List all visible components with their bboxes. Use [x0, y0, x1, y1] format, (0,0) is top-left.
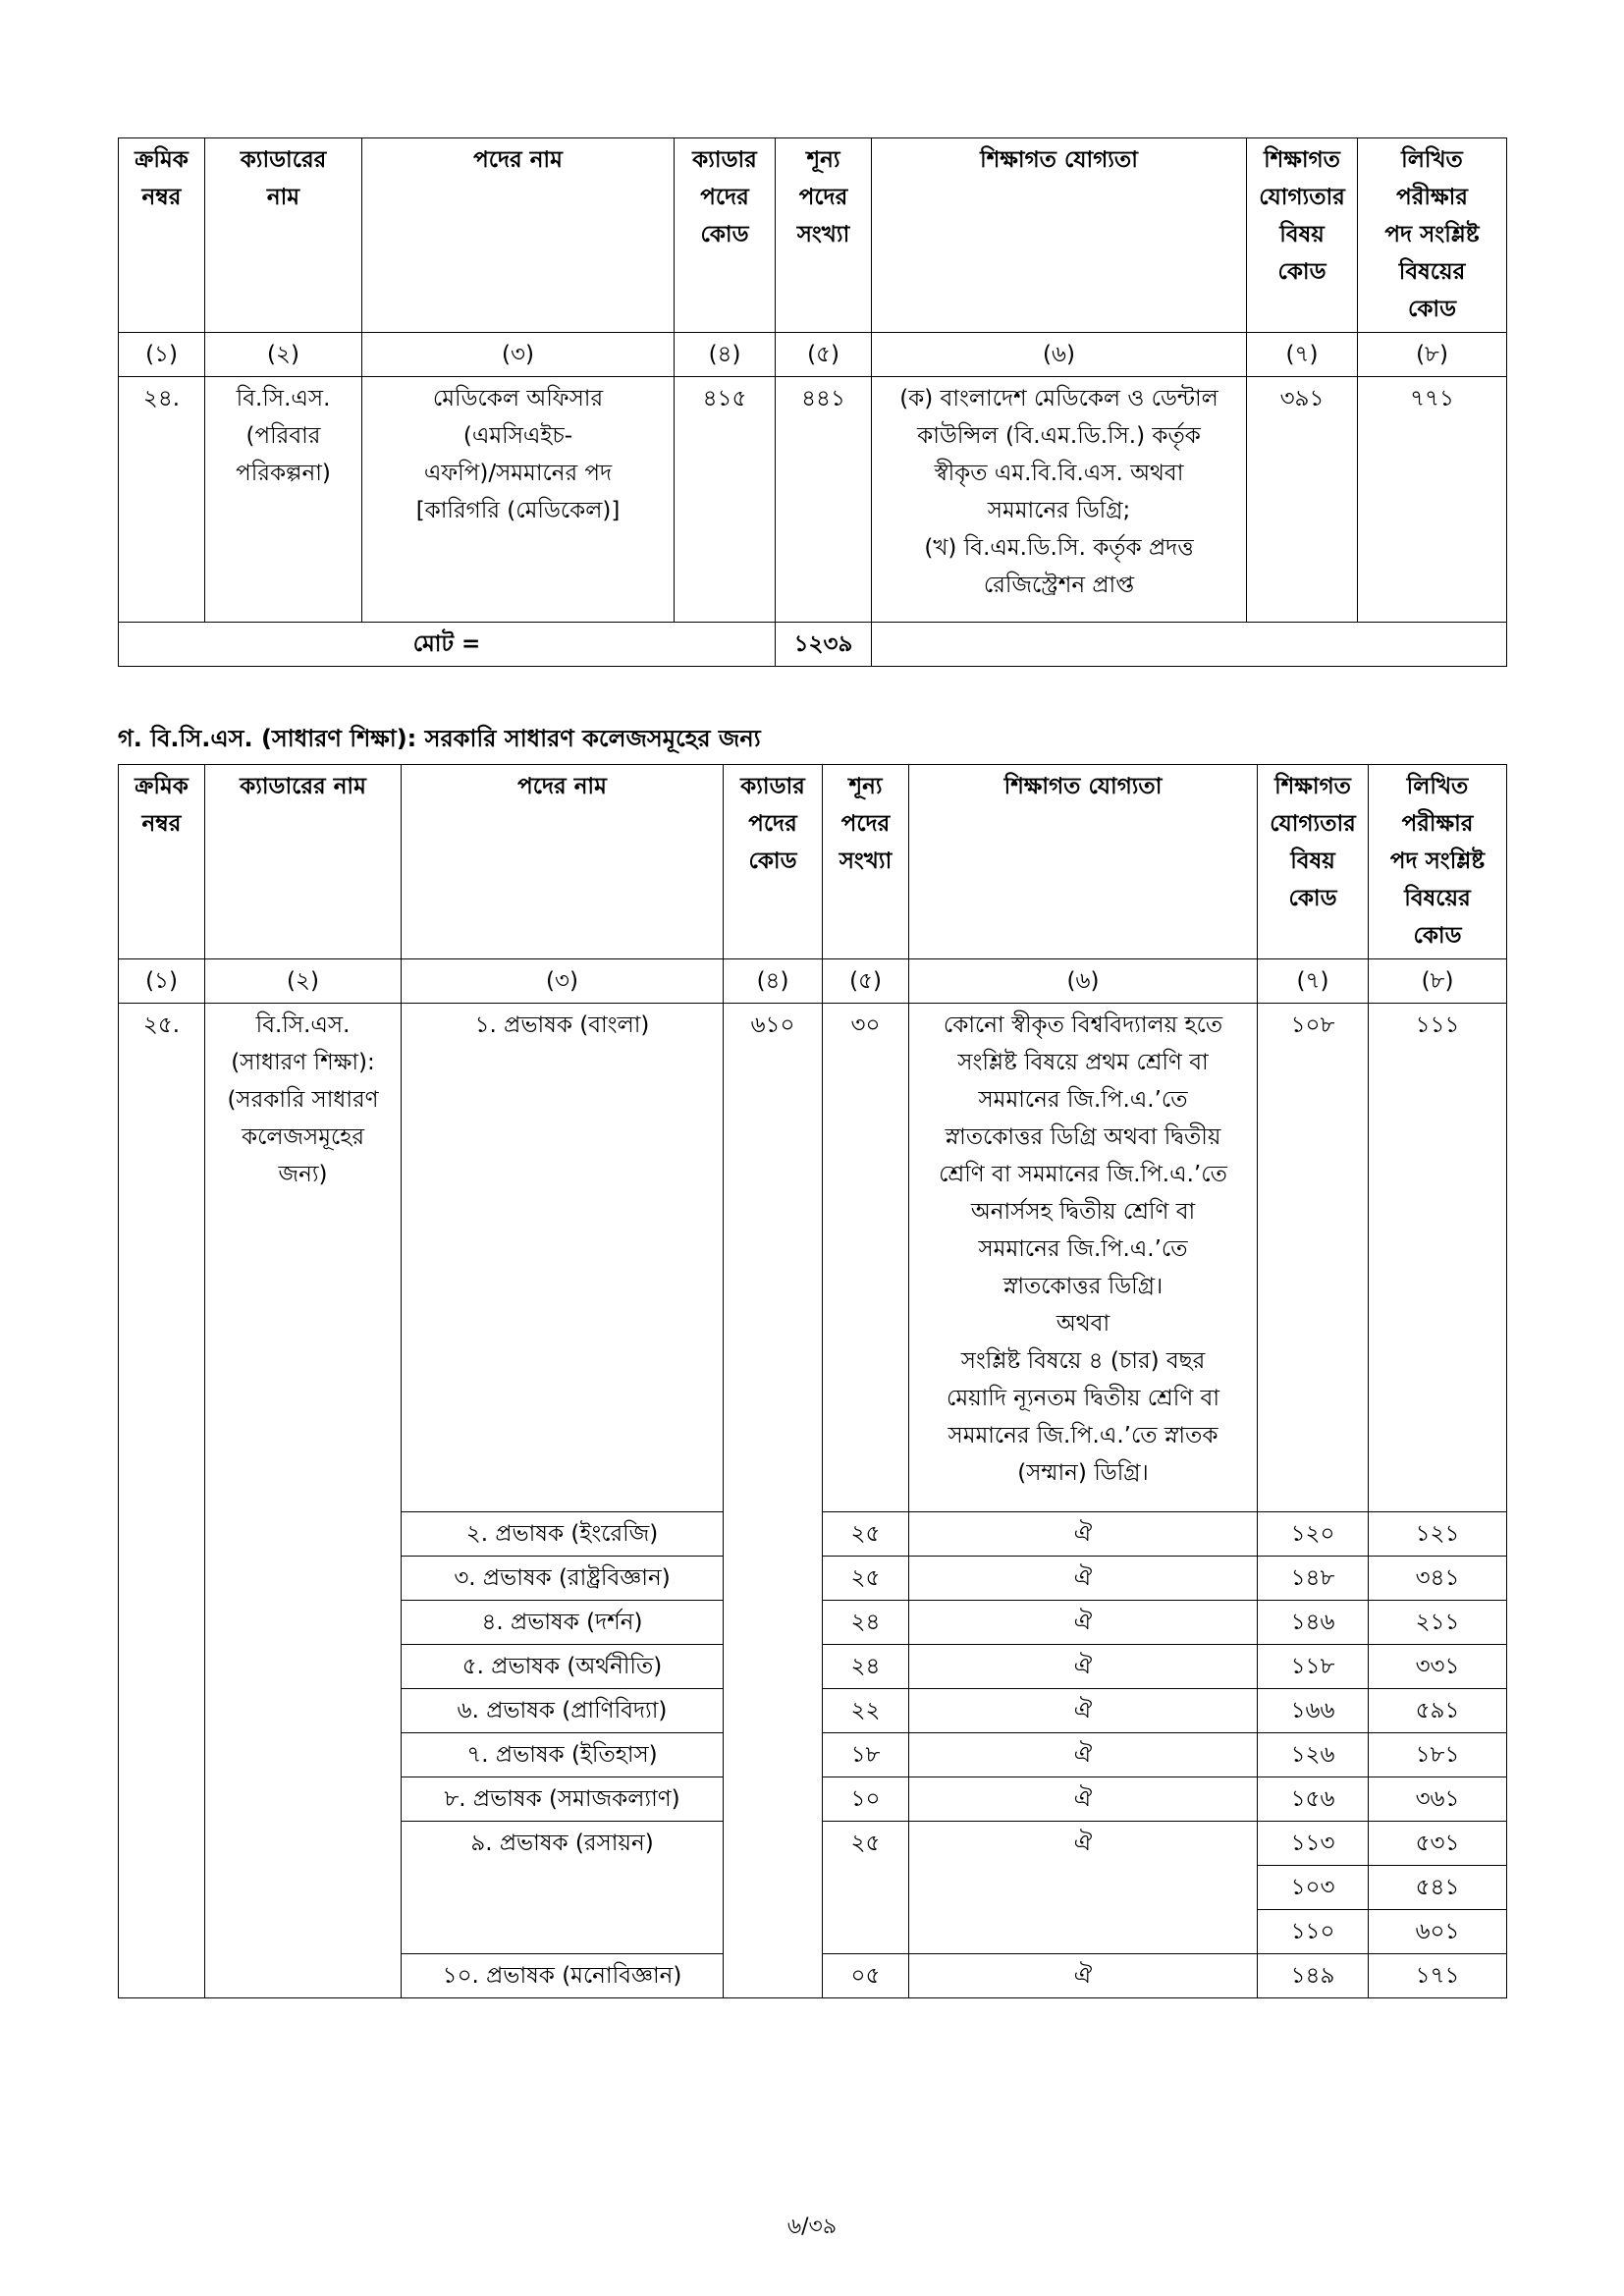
subject-code-cell: ১১০	[1258, 1910, 1369, 1954]
exam-code-cell: ৩৬১	[1369, 1777, 1507, 1822]
subject-code-cell: ১০৮	[1258, 1004, 1369, 1512]
subject-code-cell: ১২৬	[1258, 1733, 1369, 1777]
header-serial: ক্রমিক নম্বর	[119, 138, 205, 333]
header-vacancies: শূন্য পদের সংখ্যা	[823, 765, 909, 959]
qualification-ditto: ঐ	[909, 1557, 1258, 1601]
header-cadre-name: ক্যাডারের নাম	[205, 138, 362, 333]
exam-code-cell: ১৭১	[1369, 1954, 1507, 1998]
header-qualification: শিক্ষাগত যোগ্যতা	[872, 138, 1247, 333]
header-cadre-name: ক্যাডারের নাম	[205, 765, 402, 959]
post-cell: মেডিকেল অফিসার (এমসিএইচ- এফপি)/সমমানের পদ [কারিগরি (মেডিকেল)]	[362, 377, 675, 623]
header-qualification: শিক্ষাগত যোগ্যতা	[909, 765, 1258, 959]
vacancy-cell: ২৫	[823, 1822, 909, 1954]
exam-code-cell: ৫৩১	[1369, 1822, 1507, 1866]
cadre-table-family-planning	[118, 137, 1507, 667]
exam-code-cell: ৩৪১	[1369, 1557, 1507, 1601]
qualification-ditto: ঐ	[909, 1733, 1258, 1777]
vacancy-cell: ২২	[823, 1689, 909, 1733]
exam-code-cell: ৫৯১	[1369, 1689, 1507, 1733]
qualification-ditto: ঐ	[909, 1689, 1258, 1733]
exam-code-cell: ১৮১	[1369, 1733, 1507, 1777]
cadre-table-general-education	[118, 764, 1507, 1998]
header-post-name: পদের নাম	[362, 138, 675, 333]
table-row	[119, 377, 1507, 623]
subject-code-cell: ১০৩	[1258, 1866, 1369, 1910]
header-cadre-code: ক্যাডার পদের কোড	[675, 138, 776, 333]
serial-cell: ২৪.	[119, 377, 205, 623]
qualification-cell: কোনো স্বীকৃত বিশ্ববিদ্যালয় হতে সংশ্লিষ্ট বিষয়ে প্রথম শ্রেণি বা সমমানের জি.পি.এ.’তে স্নাতকোত্তর ডিগ্রি অথবা দ্বিতীয় শ্রেণি বা সমমানের জি.পি.এ.’তে অনার্সসহ দ্বিতীয় শ্রেণি বা সমমানের জি.পি.এ.’তে স্নাতকোত্তর ডিগ্রি। অথবা সংশ্লিষ্ট বিষয়ে ৪ (চার) বছর মেয়াদি ন্যূনতম দ্বিতীয় শ্রেণি বা সমমানের জি.পি.এ.’তে স্নাতক (সম্মান) ডিগ্রি।	[909, 1004, 1258, 1512]
subject-code-cell: ১৪৮	[1258, 1557, 1369, 1601]
vacancy-cell: ৩০	[823, 1004, 909, 1512]
subject-code-cell: ১৪৬	[1258, 1601, 1369, 1645]
total-label: মোট =	[119, 623, 776, 667]
exam-code-cell: ৬০১	[1369, 1910, 1507, 1954]
post-cell: ৬. প্রভাষক (প্রাণিবিদ্যা)	[402, 1689, 724, 1733]
header-exam-code: লিখিত পরীক্ষার পদ সংশ্লিষ্ট বিষয়ের কোড	[1369, 765, 1507, 959]
header-subject-code: শিক্ষাগত যোগ্যতার বিষয় কোড	[1247, 138, 1358, 333]
section-heading: গ. বি.সি.এস. (সাধারণ শিক্ষা): সরকারি সাধারণ কলেজসমূহের জন্য	[118, 725, 761, 752]
header-cadre-code: ক্যাডার পদের কোড	[724, 765, 823, 959]
col-number: (১)	[119, 959, 205, 1004]
total-blank	[872, 623, 1507, 667]
qualification-ditto: ঐ	[909, 1777, 1258, 1822]
header-subject-code: শিক্ষাগত যোগ্যতার বিষয় কোড	[1258, 765, 1369, 959]
subject-code-cell: ১৫৬	[1258, 1777, 1369, 1822]
total-row	[119, 623, 1507, 667]
post-cell: ৮. প্রভাষক (সমাজকল্যাণ)	[402, 1777, 724, 1822]
col-number: (২)	[205, 959, 402, 1004]
col-number: (৭)	[1258, 959, 1369, 1004]
qualification-ditto: ঐ	[909, 1822, 1258, 1954]
exam-code-cell: ২১১	[1369, 1601, 1507, 1645]
qualification-ditto: ঐ	[909, 1645, 1258, 1689]
qualification-ditto: ঐ	[909, 1954, 1258, 1998]
col-number: (৩)	[362, 333, 675, 377]
code-cell: ৬১০	[724, 1004, 823, 1998]
col-number: (৭)	[1247, 333, 1358, 377]
vacancy-cell: ২৫	[823, 1512, 909, 1557]
exam-code-cell: ৩৩১	[1369, 1645, 1507, 1689]
col-number: (৮)	[1369, 959, 1507, 1004]
subject-code-cell: ১৪৯	[1258, 1954, 1369, 1998]
post-cell: ৭. প্রভাষক (ইতিহাস)	[402, 1733, 724, 1777]
post-cell: ৫. প্রভাষক (অর্থনীতি)	[402, 1645, 724, 1689]
exam-code-cell: ৫৪১	[1369, 1866, 1507, 1910]
post-cell: ৩. প্রভাষক (রাষ্ট্রবিজ্ঞান)	[402, 1557, 724, 1601]
vacancy-cell: ২৪	[823, 1601, 909, 1645]
qualification-ditto: ঐ	[909, 1512, 1258, 1557]
table-row	[119, 1004, 1507, 1512]
post-cell: ৪. প্রভাষক (দর্শন)	[402, 1601, 724, 1645]
subject-code-cell: ১১৮	[1258, 1645, 1369, 1689]
subject-code-cell: ৩৯১	[1247, 377, 1358, 623]
post-cell: ১০. প্রভাষক (মনোবিজ্ঞান)	[402, 1954, 724, 1998]
post-cell: ২. প্রভাষক (ইংরেজি)	[402, 1512, 724, 1557]
vacancy-cell: ৪৪১	[776, 377, 872, 623]
vacancy-cell: ১০	[823, 1777, 909, 1822]
col-number: (৬)	[872, 333, 1247, 377]
col-number: (২)	[205, 333, 362, 377]
qualification-cell: (ক) বাংলাদেশ মেডিকেল ও ডেন্টাল কাউন্সিল (বি.এম.ডি.সি.) কর্তৃক স্বীকৃত এম.বি.বি.এস. অথবা সমমানের ডিগ্রি; (খ) বি.এম.ডি.সি. কর্তৃক প্রদত্ত রেজিস্ট্রেশন প্রাপ্ত	[872, 377, 1247, 623]
cadre-cell: বি.সি.এস. (পরিবার পরিকল্পনা)	[205, 377, 362, 623]
col-number: (৫)	[776, 333, 872, 377]
col-number: (৪)	[724, 959, 823, 1004]
exam-code-cell: ১১১	[1369, 1004, 1507, 1512]
post-cell: ১. প্রভাষক (বাংলা)	[402, 1004, 724, 1512]
total-value: ১২৩৯	[776, 623, 872, 667]
header-post-name: পদের নাম	[402, 765, 724, 959]
header-serial: ক্রমিক নম্বর	[119, 765, 205, 959]
post-cell: ৯. প্রভাষক (রসায়ন)	[402, 1822, 724, 1954]
qualification-ditto: ঐ	[909, 1601, 1258, 1645]
subject-code-cell: ১২০	[1258, 1512, 1369, 1557]
page-number: ৬/৩৯	[786, 2214, 838, 2239]
col-number: (৮)	[1358, 333, 1507, 377]
vacancy-cell: ০৫	[823, 1954, 909, 1998]
col-number: (৪)	[675, 333, 776, 377]
header-row	[119, 765, 1507, 959]
vacancy-cell: ১৮	[823, 1733, 909, 1777]
vacancy-cell: ২৫	[823, 1557, 909, 1601]
code-cell: ৪১৫	[675, 377, 776, 623]
subject-code-cell: ১৬৬	[1258, 1689, 1369, 1733]
cadre-cell: বি.সি.এস. (সাধারণ শিক্ষা): (সরকারি সাধারণ কলেজসমূহের জন্য)	[205, 1004, 402, 1998]
subject-code-cell: ১১৩	[1258, 1822, 1369, 1866]
serial-cell: ২৫.	[119, 1004, 205, 1998]
header-vacancies: শূন্য পদের সংখ্যা	[776, 138, 872, 333]
col-number: (১)	[119, 333, 205, 377]
exam-code-cell: ১২১	[1369, 1512, 1507, 1557]
column-number-row	[119, 333, 1507, 377]
header-exam-code: লিখিত পরীক্ষার পদ সংশ্লিষ্ট বিষয়ের কোড	[1358, 138, 1507, 333]
col-number: (৩)	[402, 959, 724, 1004]
header-row	[119, 138, 1507, 333]
vacancy-cell: ২৪	[823, 1645, 909, 1689]
col-number: (৫)	[823, 959, 909, 1004]
column-number-row	[119, 959, 1507, 1004]
exam-code-cell: ৭৭১	[1358, 377, 1507, 623]
col-number: (৬)	[909, 959, 1258, 1004]
